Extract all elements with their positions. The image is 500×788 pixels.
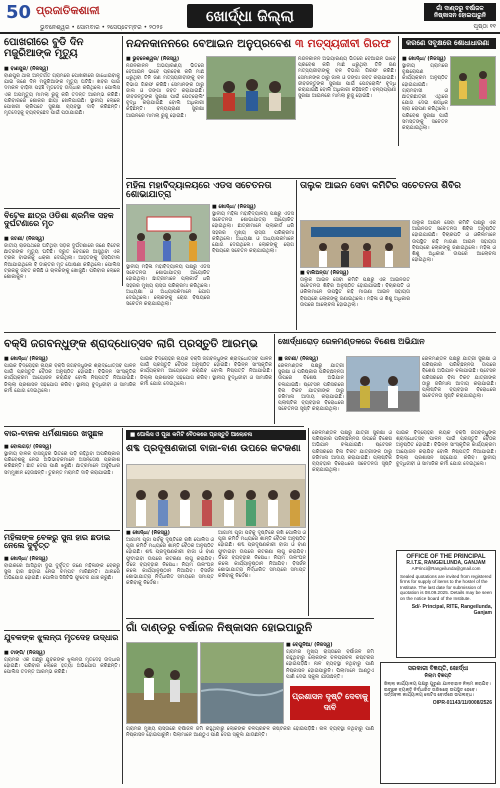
story8-headline[interactable]: ଖୋର୍ଦ୍ଧାରୋଡ଼ ରେଳମଣ୍ଡଳରେ ବିଶେଷ ଅଭିଯାନ <box>278 337 425 346</box>
story13-byline: ■ ବେଗୁନିଆ/ (ନିଜସ୍ୱ) <box>286 642 333 648</box>
story7-text: ପାଇକ ବିଦ୍ରୋହର ନାୟକ ବକ୍ସି ଜଗବନ୍ଧୁଙ୍କ ଶ୍ରାଦ୍ଧୋତ୍ସବ ପାଳନ ପାଇଁ ପ୍ରସ୍ତୁତି ବୈଠକ ଅନୁଷ୍ଠିତ ହୋଇଛି। ବିଭିନ୍ନ ସାଂସ୍କୃତିକ କାର୍ଯ୍ୟକ୍ରମ ଆୟୋଜନ କରାଯିବ ବୋଲି ନିଷ୍ପତ୍ତି ନିଆଯାଇଛି। ଜିଲ୍ଲା ପ୍ରଶାସନ ସହଯୋଗ କରିବ। ସ୍ଥାନୀୟ ବୁଦ୍ଧିଜୀବୀ ଓ ସାମାଜିକ କର୍ମୀ ଯୋଗ ଦେଇଥିଲେ। <box>4 363 136 394</box>
story2-body <box>126 56 204 176</box>
story2-headline-text: ନନ୍ଦନକାନନରେ ବେଆଇନ ଅନୁପ୍ରବେଶ <box>126 37 292 50</box>
story8-byline: ■ ଜଟଣୀ/ (ନିଜସ୍ୱ) <box>278 356 319 362</box>
story4-body <box>4 236 120 336</box>
story13-headline[interactable]: ଗାଁ ଦାଣ୍ଡରୁ ବର୍ଷାଜଳ ନିଷ୍କାସନ ହୋଇପାରୁନି <box>126 621 313 634</box>
story3-headline[interactable]: କରଣେ ସବୃକ୍ଷରେ ଶୋଧାଧାରଣା <box>402 38 496 49</box>
story12-body <box>126 530 214 616</box>
tender-ad-body: Sealed quotations are invited from registered firms for supply of items to the hostel of the Institute. The last date for submission of quotation is 08.09.2025. Details may be seen on the notice board of the Institute. <box>400 573 492 601</box>
corner-teaser[interactable]: ଗାଁ ଦାଣ୍ଡରୁ ବର୍ଷାଜଳ ନିଷ୍କାସନ ହୋଇପାରୁନି <box>424 3 496 21</box>
page-number: ପୃଷ୍ଠା ୧୧ <box>473 23 496 30</box>
story12-body-cont: ଆଗାମୀ ପୂଜା ପର୍ବକୁ ଦୃଷ୍ଟିରେ ରଖି ପୋଲିସ ଓ ପୂଜା କମିଟି ମଧ୍ୟରେ ଶାନ୍ତି ବୈଠକ ଅନୁଷ୍ଠିତ ହୋଇଛି। ଶବ୍ଦ ପ୍ରଦୂଷଣକାରୀ ବାଜା ଓ ବାଣ ଫୁଟାଇବା ଉପରେ କଟକଣା ଲାଗୁ କରାଯିବ। ଡିଜେ ବ୍ୟବହାର ନିଷେଧ। ନିୟମ ଉଲଂଘନ କଲେ କାର୍ଯ୍ୟାନୁଷ୍ଠାନ ନିଆଯିବ। ବିସର୍ଜନ ଶୋଭାଯାତ୍ରା ନିର୍ଦ୍ଧାରିତ ସମୟରେ ସମାପ୍ତ କରିବାକୁ ନିର୍ଦ୍ଦେଶ। <box>218 530 306 580</box>
story5-text: ସ୍ଥାନୀୟ ମହିଳା ମହାବିଦ୍ୟାଳୟ ପକ୍ଷରୁ ଏଡସ ସଚେତନତା ଶୋଭାଯାତ୍ରା ଆୟୋଜିତ ହୋଇଥିଲା। ଛାତ୍ରୀମାନେ ପ୍ଲାକାର୍ଡ ଧରି ସହରର ମୁଖ୍ୟ ରାସ୍ତା ପରିକ୍ରମା କରିଥିଲେ। ଅଧ୍ୟକ୍ଷା ଓ ଅଧ୍ୟାପକମାନେ ଯୋଗ ଦେଇଥିଲେ। ଲୋକଙ୍କୁ ରୋଗ ବିଷୟରେ ସଚେତନ କରାଯାଇଥିଲା। <box>212 211 294 255</box>
govt-notice-ad[interactable] <box>380 662 496 784</box>
story10-byline: ■ ଖୋର୍ଦ୍ଧା/ (ନିଜସ୍ୱ) <box>4 556 48 562</box>
story11-byline: ■ ଟାଙ୍ଗି/ (ନିଜସ୍ୱ) <box>4 650 46 656</box>
dateline: ଭୁବନେଶ୍ୱର • ସୋମବାର • ୨ସେପ୍ଟେମ୍ବର • ୨୦୨୫ <box>40 24 164 31</box>
story9-byline: ■ ବୋଲଗଡ଼/ (ନିଜସ୍ୱ) <box>4 444 52 450</box>
story2-text: ନନ୍ଦନକାନନ ଅଭୟାରଣ୍ୟ ଭିତରେ ବେଆଇନ ଭାବେ ପ୍ରବେଶ କରି ମାଛ ଧରୁଥିବା ତିନି ଜଣ ମତ୍ସ୍ୟଜୀବୀଙ୍କୁ ବନ ବିଭାଗ ଗିରଫ କରିଛି। ସେମାନଙ୍କ ଠାରୁ ଜାଲ ଓ ଡଙ୍ଗା ଜବତ କରାଯାଇଛି। ଜୀବଜନ୍ତୁଙ୍କ ସୁରକ୍ଷା ପାଇଁ ପେଟ୍ରୋଲିଂ ବୃଦ୍ଧି କରାଯାଇଛି ବୋଲି ଅଧିକାରୀ କହିଛନ୍ତି। ବନ୍ୟପ୍ରାଣୀ ସୁରକ୍ଷା ଆଇନରେ ମାମଲା ରୁଜୁ ହୋଇଛି। <box>126 63 204 119</box>
section-title: ଖୋର୍ଦ୍ଧା ଜିଲ୍ଲା <box>187 4 313 28</box>
section-divider <box>126 178 396 179</box>
story2-headline-red: ୩ ମତ୍ସ୍ୟଜୀବୀ ଗିରଫ <box>295 37 391 50</box>
story6-byline: ■ ବାଲିଅନ୍ତା/ (ନିଜସ୍ୱ) <box>300 270 349 276</box>
story12-text: ଆଗାମୀ ପୂଜା ପର୍ବକୁ ଦୃଷ୍ଟିରେ ରଖି ପୋଲିସ ଓ ପୂଜା କମିଟି ମଧ୍ୟରେ ଶାନ୍ତି ବୈଠକ ଅନୁଷ୍ଠିତ ହୋଇଛି। ଶବ୍ଦ ପ୍ରଦୂଷଣକାରୀ ବାଜା ଓ ବାଣ ଫୁଟାଇବା ଉପରେ କଟକଣା ଲାଗୁ କରାଯିବ। ଡିଜେ ବ୍ୟବହାର ନିଷେଧ। ନିୟମ ଉଲଂଘନ କଲେ କାର୍ଯ୍ୟାନୁଷ୍ଠାନ ନିଆଯିବ। ବିସର୍ଜନ ଶୋଭାଯାତ୍ରା ନିର୍ଦ୍ଧାରିତ ସମୟରେ ସମାପ୍ତ କରିବାକୁ ନିର୍ଦ୍ଦେଶ। <box>126 537 214 587</box>
story13-photo <box>126 642 198 724</box>
story5-byline: ■ ଖୋର୍ଦ୍ଧା/ (ନିଜସ୍ୱ) <box>212 204 256 210</box>
story12-banner: ■ ପୋଲିସ ଓ ପୂଜା କମିଟି ବୈଠକରେ ପ୍ରସ୍ତୁତି ଆଲୋଚନା <box>126 430 306 440</box>
tender-ad-title: OFFICE OF THE PRINCIPAL <box>406 554 486 560</box>
column-divider <box>122 428 123 784</box>
column-divider <box>398 36 399 146</box>
column-divider <box>122 36 123 286</box>
story9-body <box>4 444 120 526</box>
section-divider <box>4 530 120 531</box>
story7-body-cont: ପାଇକ ବିଦ୍ରୋହର ନାୟକ ବକ୍ସି ଜଗବନ୍ଧୁଙ୍କ ଶ୍ରାଦ୍ଧୋତ୍ସବ ପାଳନ ପାଇଁ ପ୍ରସ୍ତୁତି ବୈଠକ ଅନୁଷ୍ଠିତ ହୋଇଛି। ବିଭିନ୍ନ ସାଂସ୍କୃତିକ କାର୍ଯ୍ୟକ୍ରମ ଆୟୋଜନ କରାଯିବ ବୋଲି ନିଷ୍ପତ୍ତି ନିଆଯାଇଛି। ଜିଲ୍ଲା ପ୍ରଶାସନ ସହଯୋଗ କରିବ। ସ୍ଥାନୀୟ ବୁଦ୍ଧିଜୀବୀ ଓ ସାମାଜିକ କର୍ମୀ ଯୋଗ ଦେଇଥିଲେ। <box>140 356 272 387</box>
section-divider <box>4 332 496 333</box>
section-divider <box>4 208 120 209</box>
story8-text: ରେଳମଣ୍ଡଳ ପକ୍ଷରୁ ଯାତ୍ରୀ ସୁରକ୍ଷା ଓ ପରିଷ୍କାର ପରିଚ୍ଛନ୍ନତା ଉପରେ ବିଶେଷ ଅଭିଯାନ ଚଳାଯାଇଛି। ଷ୍ଟେସନ ପରିସରରେ ବିନା ଟିକଟ ଯାତ୍ରୀଙ୍କ ଠାରୁ ଜରିମାନା ଆଦାୟ କରାଯାଇଛି। ପ୍ଲାଷ୍ଟିକ ବ୍ୟବହାର ବିରୋଧରେ ସଚେତନତା ସୃଷ୍ଟି କରାଯାଇଥିଲା। <box>278 363 344 413</box>
column-divider <box>296 180 297 330</box>
story2-photo <box>206 56 296 120</box>
story11-text: ଗ୍ରାମର ଏକ ଗଛରୁ ଯୁବକଙ୍କ ଝୁଲନ୍ତା ମୃତଦେହ ଉଦ୍ଧାର ହୋଇଛି। ପରିବାର ଲୋକେ ହତ୍ୟା ଅଭିଯୋଗ କରିଛନ୍ତି। ପୋଲିସ ତଦନ୍ତ ଆରମ୍ଭ କରିଛି। <box>4 657 120 676</box>
story8-photo <box>346 356 420 412</box>
story6-headline[interactable]: ତାଲୁକ ଆଇନ ସେବା କମିଟିର ସଚେତନତା ଶିବିର <box>300 181 461 191</box>
logo-number: 50 <box>6 2 32 23</box>
story4-text: ଜାତୀୟ ରାଜପଥରେ ଘଟିଥିବା ସଡ଼କ ଦୁର୍ଘଟଣାରେ ଜଣେ ବିଟେକ ଛାତ୍ରଙ୍କ ମୃତ୍ୟୁ ଘଟିଛି। ଦ୍ରୁତ ବେଗରେ ଆସୁଥିବା ଏକ ଟ୍ରକ ବାଇକକୁ ଧକ୍କା ଦେଇଥିଲା। ଆହତଙ୍କୁ ହସ୍ପିଟାଲ ନିଆଯାଇଥିଲେ ବି ଡାକ୍ତର ମୃତ ଘୋଷଣା କରିଥିଲେ। ପୋଲିସ ଟ୍ରକକୁ ଜବତ କରିଛି ଓ ଚାଳକଙ୍କୁ ଖୋଜୁଛି। ପରିବାର ଲୋକେ ଶୋକାକୁଳ। <box>4 243 120 281</box>
story2-body-cont: ନନ୍ଦନକାନନ ଅଭୟାରଣ୍ୟ ଭିତରେ ବେଆଇନ ଭାବେ ପ୍ରବେଶ କରି ମାଛ ଧରୁଥିବା ତିନି ଜଣ ମତ୍ସ୍ୟଜୀବୀଙ୍କୁ ବନ ବିଭାଗ ଗିରଫ କରିଛି। ସେମାନଙ୍କ ଠାରୁ ଜାଲ ଓ ଡଙ୍ଗା ଜବତ କରାଯାଇଛି। ଜୀବଜନ୍ତୁଙ୍କ ସୁରକ୍ଷା ପାଇଁ ପେଟ୍ରୋଲିଂ ବୃଦ୍ଧି କରାଯାଇଛି ବୋଲି ଅଧିକାରୀ କହିଛନ୍ତି। ବନ୍ୟପ୍ରାଣୀ ସୁରକ୍ଷା ଆଇନରେ ମାମଲା ରୁଜୁ ହୋଇଛି। <box>298 56 396 100</box>
story8-body-cont: ରେଳମଣ୍ଡଳ ପକ୍ଷରୁ ଯାତ୍ରୀ ସୁରକ୍ଷା ଓ ପରିଷ୍କାର ପରିଚ୍ଛନ୍ନତା ଉପରେ ବିଶେଷ ଅଭିଯାନ ଚଳାଯାଇଛି। ଷ୍ଟେସନ ପରିସରରେ ବିନା ଟିକଟ ଯାତ୍ରୀଙ୍କ ଠାରୁ ଜରିମାନା ଆଦାୟ କରାଯାଇଛି। ପ୍ଲାଷ୍ଟିକ ବ୍ୟବହାର ବିରୋଧରେ ସଚେତନତା ସୃଷ୍ଟି କରାଯାଇଥିଲା। <box>422 356 496 400</box>
story6-text: ତାଲୁକ ଆଇନ ସେବା କମିଟି ପକ୍ଷରୁ ଏକ ଆଇନଗତ ସଚେତନତା ଶିବିର ଅନୁଷ୍ଠିତ ହୋଇଯାଇଛି। ବିଚାରପତି ଓ ଓକିଲମାନେ ଉପସ୍ଥିତ ରହି ମାଗଣା ଆଇନ ସହାୟତା ବିଷୟରେ ଲୋକଙ୍କୁ ଜଣାଇଥିଲେ। ମହିଳା ଓ ଶିଶୁ ଅଧିକାର ଉପରେ ଆଲୋଚନା ହୋଇଥିଲା। <box>300 277 410 308</box>
story7-byline: ■ ଖୋର୍ଦ୍ଧା/ (ନିଜସ୍ୱ) <box>4 356 48 362</box>
story5-body <box>212 204 294 324</box>
story13-text: ଗ୍ରାମର ମୁଖ୍ୟ ରାସ୍ତାରେ ବର୍ଷାଜଳ ଜମି ରହୁଥିବାରୁ ଲୋକଙ୍କ ଚଳପ୍ରଚଳ କଷ୍ଟକର ହୋଇପଡ଼ିଛି। ନାଳ ବ୍ୟବସ୍ଥା ନଥିବାରୁ ପାଣି ନିଷ୍କାସନ ହୋଇପାରୁନି। ପିଲାମାନେ ଆଣ୍ଠୁଏ ପାଣି ଦେଇ ସ୍କୁଲ ଯାଉଛନ୍ତି। <box>286 649 374 680</box>
story4-byline: ■ ଜଟଣୀ/ (ନିଜସ୍ୱ) <box>4 236 45 242</box>
story12-byline: ■ ଖୋର୍ଦ୍ଧା/ (ନିଜସ୍ୱ) <box>126 530 170 536</box>
section-divider <box>4 426 304 427</box>
tender-ad-subtitle: R.I.T.E, RANGEILUNDA, GANJAM <box>406 560 486 566</box>
story7-body <box>4 356 136 424</box>
story1-headline[interactable]: ପୋଖରୀରେ ବୁଡି ଦିନ ମଜୁରିଆଙ୍କ ମୃତ୍ୟୁ <box>4 37 84 59</box>
govt-notice-title: ସରକାରୀ ବିଜ୍ଞପ୍ତି, ଖୋର୍ଦ୍ଧା <box>407 666 469 672</box>
story13-callout: ପ୍ରଶାସନ ଦୃଷ୍ଟି ଦେବାକୁ ଦାବି <box>290 686 370 720</box>
story13-body-cont: ଗ୍ରାମର ମୁଖ୍ୟ ରାସ୍ତାରେ ବର୍ଷାଜଳ ଜମି ରହୁଥିବାରୁ ଲୋକଙ୍କ ଚଳପ୍ରଚଳ କଷ୍ଟକର ହୋଇପଡ଼ିଛି। ନାଳ ବ୍ୟବସ୍ଥା ନଥିବାରୁ ପାଣି ନିଷ୍କାସନ ହୋଇପାରୁନି। ପିଲାମାନେ ଆଣ୍ଠୁଏ ପାଣି ଦେଇ ସ୍କୁଲ ଯାଉଛନ୍ତି। <box>126 726 374 739</box>
section-divider <box>126 618 374 619</box>
story7-body-cont2: ପାଇକ ବିଦ୍ରୋହର ନାୟକ ବକ୍ସି ଜଗବନ୍ଧୁଙ୍କ ଶ୍ରାଦ୍ଧୋତ୍ସବ ପାଳନ ପାଇଁ ପ୍ରସ୍ତୁତି ବୈଠକ ଅନୁଷ୍ଠିତ ହୋଇଛି। ବିଭିନ୍ନ ସାଂସ୍କୃତିକ କାର୍ଯ୍ୟକ୍ରମ ଆୟୋଜନ କରାଯିବ ବୋଲି ନିଷ୍ପତ୍ତି ନିଆଯାଇଛି। ଜିଲ୍ଲା ପ୍ରଶାସନ ସହଯୋଗ କରିବ। ସ୍ଥାନୀୟ ବୁଦ୍ଧିଜୀବୀ ଓ ସାମାଜିକ କର୍ମୀ ଯୋଗ ଦେଇଥିଲେ। <box>396 430 496 468</box>
story8-body <box>278 356 344 424</box>
logo-name: ପ୍ରଜାତିକଶାଳୀ <box>36 4 100 17</box>
story3-body <box>402 56 448 142</box>
govt-notice-ref: OIPR-01143/11/0008/2526 <box>432 699 492 706</box>
section-divider <box>4 630 120 631</box>
column-divider <box>308 428 309 616</box>
story7-headline[interactable]: ବକ୍ସି ଜଗବନ୍ଧୁଙ୍କ ଶ୍ରାଦ୍ଧୋତ୍ସବ ଲାଗି ପ୍ରସ୍ତୁତି ଆରମ୍ଭ <box>4 337 258 350</box>
govt-notice-subtitle: ନିଲାମ ବିଜ୍ଞପ୍ତି <box>424 673 452 679</box>
story6-body <box>300 270 410 328</box>
column-divider <box>274 334 275 424</box>
story3-text: ସ୍ଥାନୀୟ ଗ୍ରାମରେ ବୃକ୍ଷରୋପଣ କାର୍ଯ୍ୟକ୍ରମ ଅନୁଷ୍ଠିତ ହୋଇଯାଇଛି। ଗ୍ରାମବାସୀ ଓ ଛାତ୍ରଛାତ୍ରୀ ଏଥିରେ ଯୋଗ ଦେଇ ଶତାଧିକ ଚାରା ରୋପଣ କରିଥିଲେ। ପରିବେଶ ସୁରକ୍ଷା ପାଇଁ ସମସ୍ତଙ୍କୁ ସଚେତନ କରାଯାଇଥିଲା। <box>402 63 448 132</box>
story10-body <box>4 556 120 626</box>
story10-headline[interactable]: ମହିଳାଙ୍କ ବେକରୁ ସୁନା ହାର ଛଡାଇ ନେଲେ ଦୁର୍ବୃତ୍ତ <box>4 533 111 551</box>
story8-body-cont2: ରେଳମଣ୍ଡଳ ପକ୍ଷରୁ ଯାତ୍ରୀ ସୁରକ୍ଷା ଓ ପରିଷ୍କାର ପରିଚ୍ଛନ୍ନତା ଉପରେ ବିଶେଷ ଅଭିଯାନ ଚଳାଯାଇଛି। ଷ୍ଟେସନ ପରିସରରେ ବିନା ଟିକଟ ଯାତ୍ରୀଙ୍କ ଠାରୁ ଜରିମାନା ଆଦାୟ କରାଯାଇଛି। ପ୍ଲାଷ୍ଟିକ ବ୍ୟବହାର ବିରୋଧରେ ସଚେତନତା ସୃଷ୍ଟି କରାଯାଇଥିଲା। <box>312 430 392 474</box>
story3-byline: ■ ଖୋର୍ଦ୍ଧା/ (ନିଜସ୍ୱ) <box>402 56 446 62</box>
story12-photo <box>126 464 306 528</box>
tender-ad-signature: Sd/- Principal, RITE, Rangeilunda, Ganjam <box>411 603 492 616</box>
story2-headline[interactable] <box>126 38 396 50</box>
story10-text: ବାଇକରେ ଆସିଥିବା ଦୁଇ ଦୁର୍ବୃତ୍ତ ଜଣେ ମହିଳାଙ୍କ ବେକରୁ ସୁନା ହାର ଛଡ଼ାଇ ନେଇ ଚମ୍ପଟ ମାରିଛନ୍ତି। ଥାନାରେ ଅଭିଯୋଗ ହୋଇଛି। ପୋଲିସ ସିସିଟିଭି ଫୁଟେଜ ଯାଞ୍ଚ କରୁଛି। <box>4 563 120 582</box>
story3-photo <box>450 56 496 106</box>
story2-byline: ■ ଭୁବନେଶ୍ୱର/ (ନିଜସ୍ୱ) <box>126 56 180 62</box>
story11-body <box>4 650 120 782</box>
story5-body-cont: ସ୍ଥାନୀୟ ମହିଳା ମହାବିଦ୍ୟାଳୟ ପକ୍ଷରୁ ଏଡସ ସଚେତନତା ଶୋଭାଯାତ୍ରା ଆୟୋଜିତ ହୋଇଥିଲା। ଛାତ୍ରୀମାନେ ପ୍ଲାକାର୍ଡ ଧରି ସହରର ମୁଖ୍ୟ ରାସ୍ତା ପରିକ୍ରମା କରିଥିଲେ। ଅଧ୍ୟକ୍ଷା ଓ ଅଧ୍ୟାପକମାନେ ଯୋଗ ଦେଇଥିଲେ। ଲୋକଙ୍କୁ ରୋଗ ବିଷୟରେ ସଚେତନ କରାଯାଇଥିଲା। <box>126 264 210 308</box>
tender-ad-email: AIPrinci@Rangeilunda@gmail.com <box>411 566 481 571</box>
story1-text: ବାଣପୁର ଥାନା ଅନ୍ତର୍ଗତ ଗ୍ରାମରେ ପୋଖରୀରେ ଗାଧୋଇବାକୁ ଯାଇ ଜଣେ ଦିନ ମଜୁରିଆଙ୍କ ମୃତ୍ୟୁ ଘଟିଛି। ଖବର ପାଇ ଦମକଳ ବାହିନୀ ପହଞ୍ଚି ମୃତଦେହ ଉଦ୍ଧାର କରିଥିଲେ। ପୋଲିସ ଏକ ଅପମୃତ୍ୟୁ ମାମଲା ରୁଜୁ କରି ତଦନ୍ତ ଆରମ୍ଭ କରିଛି। ପରିବାରରେ ଶୋକର ଛାୟା ଖେଳିଯାଇଛି। ସ୍ଥାନୀୟ ଲୋକେ ପୋଖରୀ ଚାରିପଟେ ସୁରକ୍ଷା ବ୍ୟବସ୍ଥା ଦାବି କରିଛନ୍ତି। ମୃତଦେହକୁ ବ୍ୟବଚ୍ଛେଦ ପାଇଁ ପଠାଯାଇଛି। <box>4 73 120 117</box>
story5-photo <box>126 204 210 262</box>
story6-body-cont: ତାଲୁକ ଆଇନ ସେବା କମିଟି ପକ୍ଷରୁ ଏକ ଆଇନଗତ ସଚେତନତା ଶିବିର ଅନୁଷ୍ଠିତ ହୋଇଯାଇଛି। ବିଚାରପତି ଓ ଓକିଲମାନେ ଉପସ୍ଥିତ ରହି ମାଗଣା ଆଇନ ସହାୟତା ବିଷୟରେ ଲୋକଙ୍କୁ ଜଣାଇଥିଲେ। ମହିଳା ଓ ଶିଶୁ ଅଧିକାର ଉପରେ ଆଲୋଚନା ହୋଇଥିଲା। <box>412 220 496 264</box>
story9-text: ସ୍ଥାନୀୟ ବାଳକ ବାସଗୃହର ଭିତରେ ପଡ଼ି ରହିଥିବା ଅପରିଷ୍କାର ପରିବେଶକୁ ନେଇ ଅଭିଭାବକମାନେ ଅସନ୍ତୋଷ ପ୍ରକାଶ କରିଛନ୍ତି। ଛାତ ଦେଇ ପାଣି ଝରୁଛି। ଛାତ୍ରମାନେ ଅସୁବିଧାର ସମ୍ମୁଖୀନ ହେଉଛନ୍ତି। ତୁରନ୍ତ ମରାମତି ଦାବି କରାଯାଇଛି। <box>4 451 120 476</box>
masthead <box>0 0 500 34</box>
story1-byline: ■ ବାଣପୁର/ (ନିଜସ୍ୱ) <box>4 66 49 72</box>
story4-headline[interactable]: ବିଟେକ ଛାତ୍ର ଓଡିଶା ଶ୍ରମିକ ସହକ ଦୁର୍ଘଟଣାରେ ମୃତ <box>4 211 114 229</box>
story13-body <box>286 642 374 682</box>
govt-notice-body: ଜିଲ୍ଲା କାର୍ଯ୍ୟାଳୟ ପକ୍ଷରୁ ପୁରୁଣା ଯାନବାହାନ ନିଲାମ କରାଯିବ। ଇଚ୍ଛୁକ ବ୍ୟକ୍ତି ନିର୍ଦ୍ଧାରିତ ତାରିଖରେ ଉପସ୍ଥିତ ହେବେ। ସର୍ତ୍ତାବଳୀ କାର୍ଯ୍ୟାଳୟ ନୋଟିସ ବୋର୍ଡରେ ଉପଲବ୍ଧ। <box>384 681 491 698</box>
story6-photo <box>300 220 410 268</box>
story1-body <box>4 66 120 206</box>
story13-photo-2 <box>200 642 284 724</box>
story9-headline[interactable]: ବାର-ବାଳକ ଧର୍ମଶାଳାରେ ଖସୁଛଳ <box>4 429 104 438</box>
tender-ad[interactable] <box>396 550 496 658</box>
story5-headline[interactable]: ମହିଳା ମହାବିଦ୍ୟାଳୟରେ ଏଡସ ସଚେତନତା ଶୋଭାଯାତ୍ରା <box>126 181 272 201</box>
story12-headline[interactable]: ଶବ୍ଦ ପ୍ରଦୂଷଣକାରୀ ବାଜା-ବାଣ ଉପରେ କଟକଣା <box>126 443 301 454</box>
story11-headline[interactable]: ଯୁବକଙ୍କ ଝୁଲନ୍ତା ମୃତଦେହ ଉଦ୍ଧାର <box>4 633 119 642</box>
